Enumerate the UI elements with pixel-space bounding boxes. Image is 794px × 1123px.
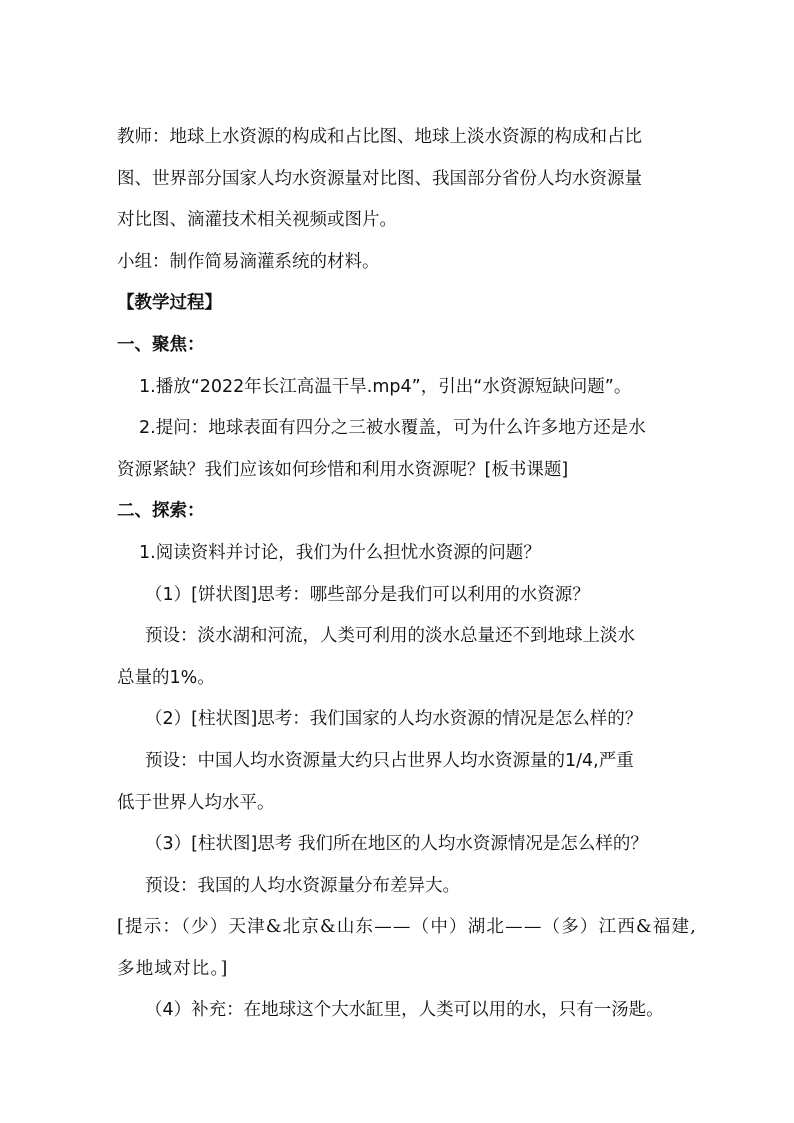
focus-item-2: 2.提问：地球表面有四分之三被水覆盖，可为什么许多地方还是水 xyxy=(139,418,646,439)
explore-subitem-4: （4）补充：在地球这个大水缸里，人类可以用的水，只有一汤匙。 xyxy=(145,1000,664,1021)
materials-teacher-line-3: 对比图、滴灌技术相关视频或图片。 xyxy=(117,210,397,231)
focus-item-1: 1.播放“2022年长江高温干旱.mp4”，引出“水资源短缺问题”。 xyxy=(139,376,632,397)
section-heading-teaching-process: 【教学过程】 xyxy=(117,293,222,314)
section-heading-focus: 一、聚焦： xyxy=(117,334,205,355)
section-heading-explore: 二、探索： xyxy=(117,501,205,522)
explore-hint: [提示：（少）天津&北京&山东——（中）湖北——（多）江西&福建, xyxy=(117,917,697,938)
explore-preset-2: 预设：中国人均水资源量大约只占世界人均水资源量的1/4,严重 xyxy=(145,750,634,771)
explore-subitem-2: （2）[柱状图]思考：我们国家的人均水资源的情况是怎么样的？ xyxy=(145,709,643,730)
materials-group-line: 小组：制作简易滴灌系统的材料。 xyxy=(117,251,380,272)
explore-subitem-3: （3）[柱状图]思考 我们所在地区的人均水资源情况是怎么样的？ xyxy=(145,834,648,855)
explore-preset-1-continued: 总量的1%。 xyxy=(117,667,215,688)
materials-teacher-line-2: 图、世界部分国家人均水资源量对比图、我国部分省份人均水资源量 xyxy=(117,168,642,189)
materials-teacher-line-1: 教师：地球上水资源的构成和占比图、地球上淡水资源的构成和占比 xyxy=(117,127,642,147)
explore-preset-2-continued: 低于世界人均水平。 xyxy=(117,792,275,813)
explore-hint-continued: 多地域对比。] xyxy=(117,958,229,979)
explore-preset-1: 预设：淡水湖和河流，人类可利用的淡水总量还不到地球上淡水 xyxy=(145,626,635,647)
explore-subitem-1: （1）[饼状图]思考：哪些部分是我们可以利用的水资源？ xyxy=(145,584,590,605)
document-body xyxy=(117,117,697,1032)
focus-item-2-continued: 资源紧缺？我们应该如何珍惜和利用水资源呢？[板书课题] xyxy=(117,459,569,480)
explore-preset-3: 预设：我国的人均水资源量分布差异大。 xyxy=(145,875,460,896)
explore-item-1: 1.阅读资料并讨论，我们为什么担忧水资源的问题？ xyxy=(139,542,541,563)
